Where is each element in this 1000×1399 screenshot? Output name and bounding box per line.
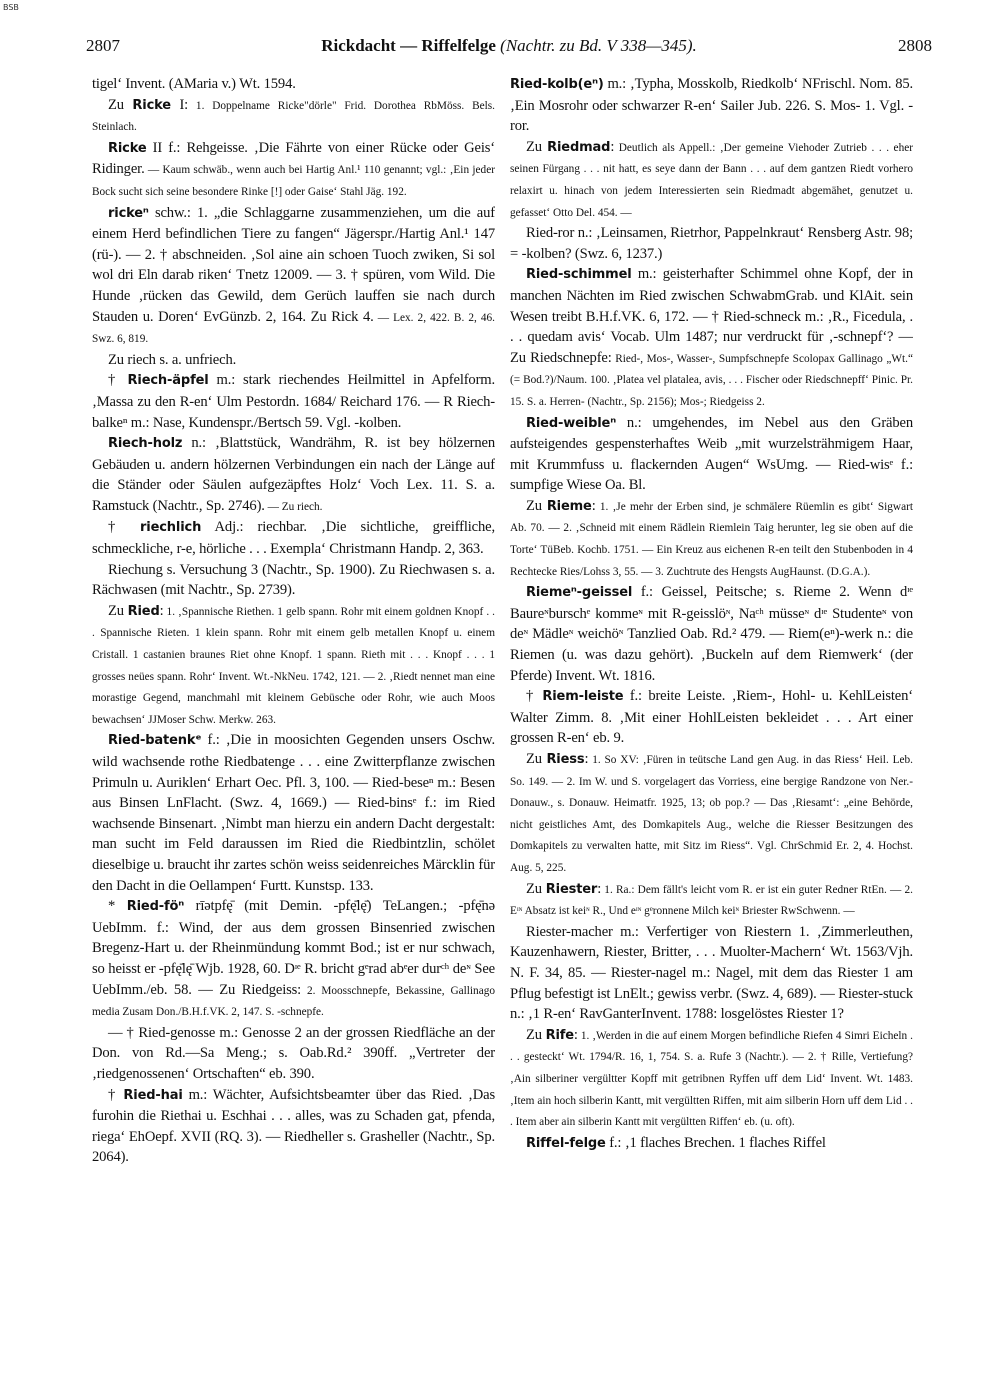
entry-text: : [159, 602, 164, 619]
running-title-sub: (Nachtr. zu Bd. V 338—345). [500, 36, 697, 55]
entry-lemma: Riester [545, 881, 598, 897]
entry-lead: † [108, 519, 140, 536]
entry-lemma: Rife [545, 1027, 574, 1043]
dictionary-entry [510, 879, 913, 922]
entry-text: n.: umgehendes, im Nebel aus den Gräben aufsteigendes gespensterhaftes Weib „mit wurzelsträhmigem Haar, mit Krummfuss u. flackernden Augen“ WsUmg. — Ried-wisᵉ f.: sumpfige Wiese Oa. Bl. [510, 414, 913, 494]
entry-small-text: — Zu riech. [264, 500, 323, 513]
dictionary-entry [510, 582, 913, 686]
entry-small-text: 1. ‚Werden in die auf einem Morgen befindliche Riefen 4 Simri Eicheln . . . gesteckt‘ Wt. 1794/R. 16, 1, 754. S. a. Rufe 3 (Nachtr.). — 2. † Rille, Vertiefung? ‚Ain silberiner vergültter Kopff mit getribnen Ryffen uff dem Lid‘ Invent. Wt. 1483. ‚Item ain hoch silberin Kantt, mit vergültten Riffen, mit aim silberin Horn uff dem Lid . . . Item aber ain silberin Kantt mit vergültten Riffen‘ eb. (u. oft). [510, 1029, 913, 1129]
entry-small-text: — Kaum schwäb., wenn auch bei Hartig Anl.¹ 110 genannt; vgl.: ‚Ein jeder Bock sucht sich seine besondere Rinke [!] oder Gaise‘ Stahl Jäg. 192. [92, 164, 495, 198]
entry-lead: Zu [526, 751, 547, 767]
entry-lemma: Riffel-felge [526, 1135, 606, 1151]
entry-small-text: — Lex. 2, 422. B. 2, 46. Swz. 6, 819. [92, 311, 495, 346]
entry-lemma: Ried-föⁿ [126, 899, 185, 915]
entry-text: rīətpfę̄ (mit Demin. -pfę̄lę̄) TeLangen.; -pfę̄nə UebImm. f.: Wind, der aus dem grossen Binsenried zwischen Bregenz-Hart u. der Rheinmündung kommt Bod.; ist er nur schwach, so heisst er -pfę̄lę̄ Wjb. 1928, 60. Dᶦᵉ R. bricht gᵉrad abᵉer durᶜʰ deᶰ See UebImm./eb. 58. — Zu Riedgeiss: [92, 898, 495, 998]
entry-text: m.: Wächter, Aufsichtsbeamter über das Ried. ‚Das furohin die Riethai u. Eschhai . . . alles, was zu Schaden gat, pfenda, riega‘ EhOepf. XVII (RQ. 3). — Riedheller s. Grasheller (Nachtr., Sp. 2064). [92, 1086, 495, 1166]
entry-lemma: Ried-schimmel [526, 267, 632, 283]
entry-lead: Zu [526, 1026, 546, 1043]
dictionary-entry [92, 74, 495, 95]
dictionary-entry [92, 896, 495, 1023]
entry-text: : [591, 497, 596, 514]
entry-lemma: Riess [546, 752, 585, 767]
entry-small-text: Ried-, Mos-, Wasser-, Sumpfschnepfe Scolopax Gallinago „Wt.“ (= Bod.?)/Naum. 100. ‚Platea vel platalea, avis, . . . Fischer oder Riedschnepff‘ Pinic. Pr. 15. S. a. Herren- (Nachtr., Sp. 2156); Mos-; Riedgeiss 2. [510, 352, 913, 408]
entry-text: schw.: 1. „die Schlaggarne zusammenziehen, um die auf einem Herd befindlichen Tiere zu fangen“ Jägerspr./Hartig Anl.¹ 147 (rü-). — 2. † abschneiden. ‚Sol aine ain schoen Tuoch zwiken, Si sol wol dri Eln darab riken‘ Tnetz 12009. — 3. † spüren, vom Wild. Die Hunde ‚rücken das Gewild, dem Gerüch lauffen sie nach durch Stauden u. Doren‘ EvGünzb. 2, 164. Zu Rick 4. [92, 204, 495, 325]
entry-lead: † [526, 688, 543, 705]
entry-small-text: 1. ‚Spannische Riethen. 1 gelb spann. Rohr mit einem goldnen Knopf . . . Spannische Rieten. 1 klein spann. Rohr mit einem gelb metallen Knopf u. einem Cristall. 1 castanien braunes Riet ohne Knopf. 1 spann. Rieth mit . . . Knopf . . . 1 grosses neües spann. Rohr‘ Invent. Wt.-NkNeu. 1742, 121. — 2. ‚Riedt nennet man eine morastige Gegend, manchmahl mit kleinem Gebüsche oder Rohr, wie auch Moos bewachsen‘ JJMoser Schw. Merkw. 263. [92, 605, 495, 726]
entry-text: Adj.: riechbar. ‚Die sichtliche, greiffliche, schmeckliche, r-e, hörliche . . . Exempla‘ Christmann Handp. 2, 363. [92, 519, 495, 558]
entry-text: : [573, 1026, 578, 1043]
entry-small-text: 2. Moosschnepfe, Bekassine, Gallinago media Zusam Don./B.H.f.VK. 2, 147. S. -schnepfe. [92, 984, 495, 1019]
entry-lemma: Ricke [108, 140, 147, 156]
entry-text: Ried-ror n.: ‚Leinsamen, Rietrhor, Pappelnkraut‘ Rensberg Astr. 98; = -kolben? (Swz. 6, 1237.) [510, 225, 913, 262]
dictionary-entry [92, 203, 495, 350]
dictionary-entry [510, 686, 913, 749]
entry-lemma: Riemeⁿ-geissel [526, 585, 633, 601]
page-number-left: 2807 [86, 36, 120, 55]
entry-text: m.: geisterhafter Schimmel ohne Kopf, der in manchen Nächten im Ried zwischen SchwabmGrab. und KlAit. sein Wesen treibt B.H.f.VK. 6, 172. — † Ried-schneck m.: ‚R., Ficedula, . . . quedam avis‘ Vocab. Ulm 1487; nur verdruckt für ‚-schnepf‘? — Zu Riedschnepfe: [510, 266, 913, 366]
entry-lead: Zu [108, 602, 128, 619]
entry-small-text: Deutlich als Appell.: ‚Der gemeine Viehoder Zutrieb . . . eher seinen Fürgang . . . nit hatt, es seye dann der Bann . . . auf dem gantzen Riedt vorhero relaxirt u. hinach von jedem Interessierten sein Riedmadt abgemähet, genutzet u. gefasset‘ Otto Del. 454. — [510, 141, 913, 219]
entry-lead: Zu [526, 497, 547, 514]
entry-text: m.: stark riechendes Heilmittel in Apfelform. ‚Massa zu den R-en‘ Ulm Pestordn. 1684/ Reichard 176. — R Riech-balkeⁿ m.: Nase, Kundenspr./Bertsch 59. Vgl. -kolben. [92, 372, 495, 431]
entry-lemma: Riech-äpfel [127, 373, 209, 389]
entry-text: f.: ‚1 flaches Brechen. 1 flaches Riffel [605, 1134, 826, 1151]
dictionary-entry [92, 350, 495, 371]
dictionary-entry [92, 1085, 495, 1168]
dictionary-entry [510, 496, 913, 582]
entry-lemma: Rieme [546, 498, 592, 514]
dictionary-entry [510, 749, 913, 879]
dictionary-entry [92, 138, 495, 203]
entry-lead: † [108, 372, 128, 389]
dictionary-entry [92, 370, 495, 433]
entry-text: n.: ‚Blattstück, Wandrähm, R. ist bey hölzernen Gebäuden u. andern hölzernen Verbindungen ein nach der Länge auf die Ständer oder Säulen aufgezäpftes Holz‘ Voch Lex. 11. S. a. Ramstuck (Nachtr., Sp. 2746). [92, 435, 495, 514]
page-number-right: 2808 [898, 36, 932, 55]
dictionary-entry [510, 137, 913, 223]
dictionary-entry [92, 1023, 495, 1085]
entry-text: — † Ried-genosse m.: Genosse 2 an der grossen Riedfläche an der Don. von Rd.—Sa Meng.; s. Oab.Rd.² 390ff. „Vertreter der ‚riedgenossenen‘ Ortschaften“ eb. 390. [92, 1024, 495, 1082]
entry-small-text: 1. So XV: ‚Füren in teütsche Land gen Aug. in das Riess‘ Heil. Leb. So. 149. — 2. Im W. und S. vorgelagert das Vorriess, eine bergige Randzone von Ner.-Donauw., s. Donauw. Heimatfr. 1925, 13; ob pop.? — Das ‚Riesamt‘: „eine Behörde, nicht geistliches Amt, des Domkapitels Aug., welche die Riesser Besitzungen des Domkapitels zu verwalten hatte, mit Sitz im Riess“. Vgl. ChrSchmid Er. 2, 4. Hochst. Aug. 5, 225. [510, 754, 913, 874]
page-header [86, 36, 932, 60]
dictionary-entry [510, 74, 913, 137]
running-title [86, 36, 932, 56]
entry-small-text: 1. Ra.: Dem fällt's leicht vom R. er ist ein guter Redner RtEn. — 2. Eᶦᶰ Absatz ist keiᶰ R., Und eᶦᶰ gᵉronnene Milch keiᶰ Briester RwSchwenn. — [510, 883, 913, 918]
entry-text: Riester-macher m.: Verfertiger von Riestern 1. ‚Zimmerleuthen, Kauzenhawern, Riester, Britter, . . . Muolter-Machern‘ Wt. 1563/Vjh. N. F. 34, 85. — Riester-nagel m.: Nagel, mit dem das Riester 1 am Pflug befestigt ist LnElt.; gewiss verbr. (Swz. 4, 689). — Riester-stuck n.: ‚1 R-en‘ RavGanterInvent. 1788: losgelöstes Riester 1? [510, 923, 913, 1023]
dictionary-entry [92, 433, 495, 517]
entry-lead: * [108, 898, 127, 915]
dictionary-entry [510, 413, 913, 496]
entry-lemma: rickeⁿ [108, 205, 149, 221]
dictionary-entry [92, 95, 495, 138]
dictionary-entry [510, 223, 913, 264]
entry-lead: Zu [526, 138, 548, 155]
entry-lemma: Ried-hai [123, 1087, 183, 1103]
entry-lemma: Ried-batenkᵉ [108, 733, 202, 749]
entry-lead: Zu [526, 880, 546, 897]
entry-lemma: Riem-leiste [542, 689, 624, 705]
entry-lemma: Riech-holz [108, 436, 183, 452]
dictionary-entry [92, 517, 495, 559]
entry-lead: Zu [108, 96, 133, 113]
entry-text: : [597, 880, 602, 897]
dictionary-entry [510, 1025, 913, 1133]
right-column [510, 74, 913, 1284]
dictionary-entry [92, 730, 495, 896]
dictionary-entry [92, 601, 495, 731]
entry-small-text: 1. Doppelname Ricke"dörle" Frid. Dorothea RbMöss. Bels. Steinlach. [92, 99, 495, 134]
entry-lead: † [108, 1086, 124, 1103]
entry-lemma: Ried [127, 603, 160, 619]
library-mark: BSB [3, 3, 19, 12]
dictionary-entry [92, 560, 495, 601]
entry-text: Riechung s. Versuchung 3 (Nachtr., Sp. 1900). Zu Riechwasen s. a. Rächwasen (mit Nachtr., Sp. 2739). [92, 561, 495, 599]
dictionary-entry [510, 922, 913, 1025]
entry-text: II f.: Rehgeisse. ‚Die Fährte von einer Rücke oder Geis‘ Ridinger. [92, 139, 495, 178]
entry-lemma: Ried-kolb(eⁿ) [510, 77, 604, 92]
left-column [92, 74, 495, 1284]
entry-text: : [610, 138, 615, 155]
entry-text: tigel‘ Invent. (AMaria v.) Wt. 1594. [92, 76, 296, 92]
entry-text: f.: ‚Die in moosichten Gegenden unsers Oschw. wild wachsende rothe Riedbatenge . . . eine Zwitterpflanze zwischen Primuln u. Auriklen‘ Erhart Oec. Pfl. 3, 100. — Ried-beseⁿ m.: Besen aus Binsen LnFlacht. (Swz. 4, 1669.) — Ried-binsᵉ f.: im Ried wachsende Binsenart. ‚Nimbt man hierzu ein andern Dacht dergestalt: man sucht im Feld daraussen im Ried die Riedbintzlin, schölet dieselbige u. braucht ihr zartes schön weiss seidenreiches Märcklin für den Dacht in die Oellampen‘ Furtt. Kunstsp. 133. [92, 732, 495, 894]
entry-lemma: Ried-weibleⁿ [526, 415, 616, 431]
entry-text: f.: breite Leiste. ‚Riem-, Hohl- u. KehlLeisten‘ Walter Zimm. 8. ‚Mit einer HohlLeisten bekleidet . . . Art einer grossen R-en‘ eb. 9. [510, 688, 913, 747]
entry-text: : [584, 751, 589, 767]
dictionary-entry [510, 1133, 913, 1155]
entry-text: m.: ‚Typha, Mosskolb, Riedkolb‘ NFrischl. Nom. 85. ‚Ein Mosrohr oder schwarzer R-en‘ Sailer Jub. 226. S. Mos- 1. Vgl. -ror. [510, 76, 913, 135]
running-title-main: Rickdacht — Riffelfelge [321, 36, 496, 55]
entry-lemma: Riedmad [547, 139, 611, 155]
entry-lemma: Ricke [132, 97, 171, 113]
dictionary-entry [510, 264, 913, 412]
entry-small-text: 1. ‚Je mehr der Erben sind, je schmälere Rüemlin es gibt‘ Sigwart Ab. 70. — 2. ‚Schneid mit einem Rädlein Riemlein Taig herunter, leg sie oben auf die Torte‘ TüBeb. Kochb. 1751. — Ein Kreuz aus eichenen R-en teilt den Stubenboden in 4 Rechtecke Ries/Lohss 3, 55. — 3. Zuchtrute des Hengsts AugHaunst. (D.G.A.). [510, 500, 913, 578]
entry-text: Zu riech s. a. unfriech. [108, 351, 237, 368]
entry-lemma: riechlich [140, 520, 202, 536]
entry-text: I: [170, 96, 189, 113]
entry-text: f.: Geissel, Peitsche; s. Rieme 2. Wenn dᶦᵉ Baureᶰburschᵉ kommeᶰ mit R-geisslöᶰ, Naᶜʰ müsseᶰ dᶦᵉ Studenteᶰ von deᶰ Mädleᶰ weichöᶰ Tanzlied Oab. Rd.² 479. — Riem(eⁿ)-werk n.: die Riemen (u. was dazu gehört). ‚Buckeln auf dem Riemwerk‘ (der Pferde) Invent. Wt. 1816. [510, 584, 913, 684]
